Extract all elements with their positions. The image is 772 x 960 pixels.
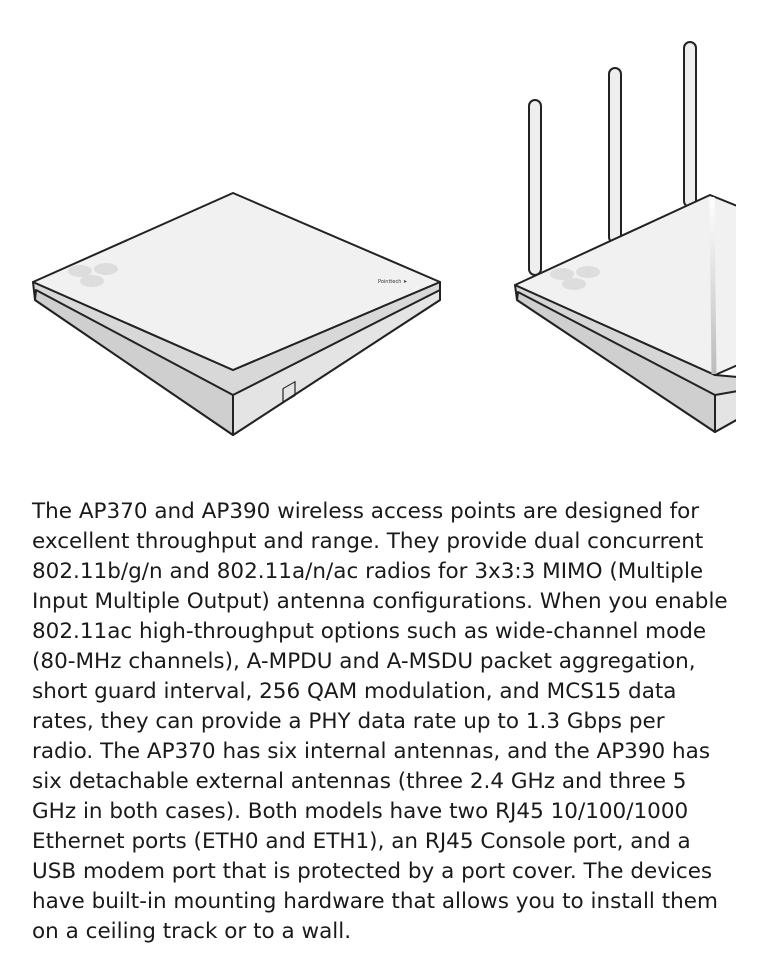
text-line: Input Multiple Output) antenna configurations. When you enable: [32, 589, 728, 614]
ap370-device-drawing: [33, 193, 440, 435]
description-paragraph: [32, 497, 752, 947]
text-line: six detachable external antennas (three 2.4 GHz and three 5: [32, 769, 687, 794]
text-line: radio. The AP370 has six internal antennas, and the AP390 has: [32, 739, 711, 764]
ap390-device-drawing: [515, 42, 772, 432]
access-points-illustration: [0, 0, 772, 470]
text-line: excellent throughput and range. They provide dual concurrent: [32, 529, 704, 554]
text-line: 802.11b/g/n and 802.11a/n/ac radios for 3x3:3 MIMO (Multiple: [32, 559, 704, 584]
text-line: The AP370 and AP390 wireless access points are designed for: [32, 499, 700, 524]
text-line: on a ceiling track or to a wall.: [32, 919, 352, 944]
text-line: rates, they can provide a PHY data rate up to 1.3 Gbps per: [32, 709, 665, 734]
text-line: 802.11ac high-throughput options such as wide-channel mode: [32, 619, 707, 644]
text-line: short guard interval, 256 QAM modulation, and MCS15 data: [32, 679, 677, 704]
text-line: Ethernet ports (ETH0 and ETH1), an RJ45 Console port, and a: [32, 829, 691, 854]
text-line: USB modem port that is protected by a port cover. The devices: [32, 859, 713, 884]
text-line: have built-in mounting hardware that allows you to install them: [32, 889, 718, 914]
text-line: GHz in both cases). Both models have two RJ45 10/100/1000: [32, 799, 689, 824]
text-line: (80-MHz channels), A-MPDU and A-MSDU packet aggregation,: [32, 649, 696, 674]
brand-logo: Pointtech ➤: [378, 279, 408, 285]
